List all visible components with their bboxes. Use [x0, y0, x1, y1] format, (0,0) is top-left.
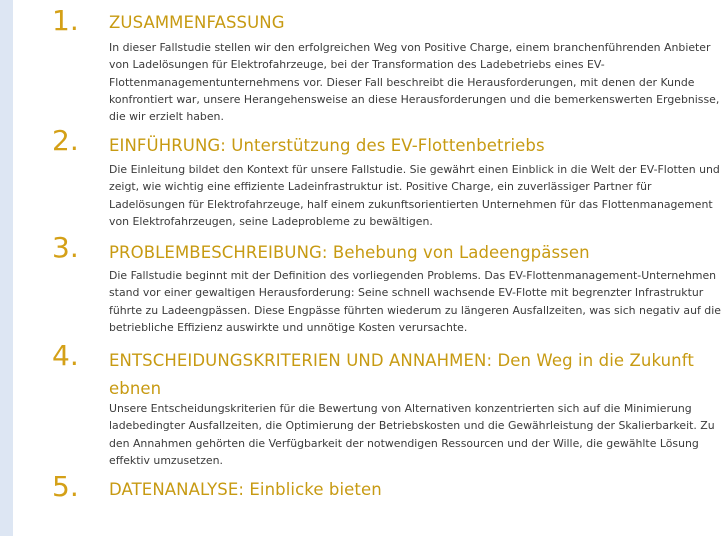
section-number: 2.	[52, 124, 79, 157]
section-number: 3.	[52, 231, 79, 264]
section-heading: PROBLEMBESCHREIBUNG: Behebung von Ladeengpässen	[109, 243, 590, 262]
section-body: Die Einleitung bildet den Kontext für unsere Fallstudie. Sie gewährt einen Einblick in die Welt der EV-Flotten und zeigt, wie wichtig eine effiziente Ladeinfrastruktur ist. Positive Charge, ein zuverlässiger Partner für Ladelösungen für Elektrofahrzeuge, half einem zukunftsorientierten Unternehmen für das Flottenmanagement von Elektrofahrzeugen, seine Ladeprobleme zu bewältigen.	[109, 163, 720, 228]
section-number: 5.	[52, 470, 79, 503]
section-body: Unsere Entscheidungskriterien für die Bewertung von Alternativen konzentrierten sich auf die Minimierung ladebedingter Ausfallzeiten, die Optimierung der Betriebskosten und die Gewährleistung der Skalierbarkeit. Zu den Annahmen gehörten die Verfügbarkeit der notwendigen Ressourcen und der Wille, die gewählte Lösung effektiv umzusetzen.	[109, 402, 715, 467]
left-margin-bar	[0, 0, 13, 536]
section-number: 1.	[52, 4, 79, 37]
section-heading: DATENANALYSE: Einblicke bieten	[109, 480, 382, 499]
section-body: Die Fallstudie beginnt mit der Definition des vorliegenden Problems. Das EV-Flottenmanagement-Unternehmen stand vor einer gewaltigen Herausforderung: Seine schnell wachsende EV-Flotte mit begrenzter Infrastruktur führte zu Ladeengpässen. Diese Engpässe führten wiederum zu längeren Ausfallzeiten, was sich negativ auf die betriebliche Effizienz auswirkte und unnötige Kosten verursachte.	[109, 269, 721, 334]
section-body: In dieser Fallstudie stellen wir den erfolgreichen Weg von Positive Charge, einem branchenführenden Anbieter von Ladelösungen für Elektrofahrzeuge, bei der Transformation des Ladebetriebs eines EV-Flottenmanagementunternehmens vor. Dieser Fall beschreibt die Herausforderungen, mit denen der Kunde konfrontiert war, unsere Herangehensweise an diese Herausforderungen und die bemerkenswerten Ergebnisse, die wir erzielt haben.	[109, 41, 720, 124]
section-heading: ENTSCHEIDUNGSKRITERIEN UND ANNAHMEN: Den Weg in die Zukunft ebnen	[109, 351, 694, 398]
section-heading: EINFÜHRUNG: Unterstützung des EV-Flottenbetriebs	[109, 136, 545, 155]
section-heading: ZUSAMMENFASSUNG	[109, 13, 285, 32]
section-number: 4.	[52, 339, 79, 372]
